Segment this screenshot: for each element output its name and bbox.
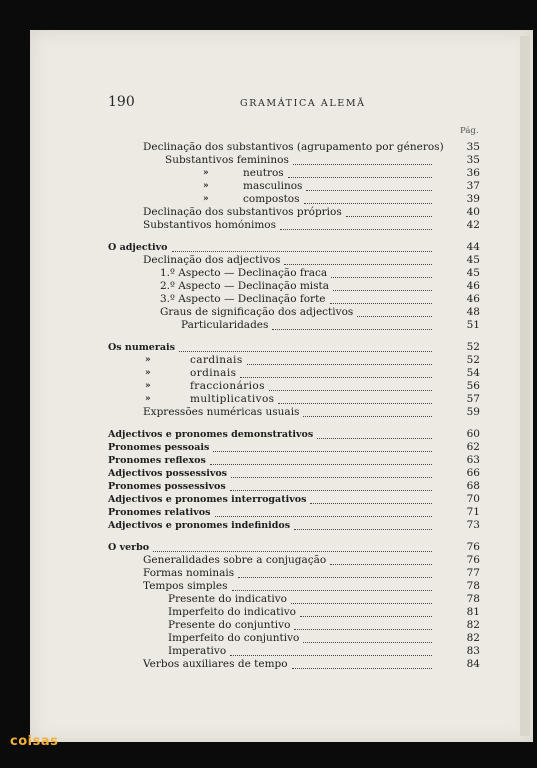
toc-entry: [143, 554, 480, 567]
dot-leader: [293, 163, 432, 165]
dot-leader: [300, 615, 432, 617]
toc-entry: [181, 319, 480, 332]
ditto-mark: »: [145, 381, 151, 391]
toc-entry-label: Adjectivos e pronomes indefinidos: [108, 520, 291, 531]
toc-entry-label: cardinais: [190, 354, 243, 366]
running-title: GRAMÁTICA ALEMÃ: [240, 98, 366, 109]
ditto-mark: »: [145, 355, 151, 365]
ditto-mark: »: [145, 394, 151, 404]
dot-leader: [294, 628, 432, 630]
toc-entry: [143, 406, 480, 419]
dot-leader: [333, 289, 432, 291]
dot-leader: [330, 563, 432, 565]
watermark-logo: coisas: [10, 734, 59, 749]
toc-entry-page: 68: [466, 480, 480, 492]
toc-entry: [145, 354, 480, 367]
toc-entry-page: 66: [466, 467, 480, 479]
toc-entry-page: 52: [466, 341, 480, 353]
toc-entry-page: 62: [466, 441, 480, 453]
dot-leader: [172, 250, 432, 252]
toc-entry-page: 84: [466, 658, 480, 670]
toc-entry-page: 78: [466, 580, 480, 592]
toc-entry-label: Pronomes relativos: [108, 507, 211, 518]
toc-section: [108, 454, 480, 467]
toc-entry-page: 37: [466, 180, 480, 192]
dot-leader: [291, 602, 432, 604]
toc-entry-page: 81: [466, 606, 480, 618]
dot-leader: [292, 667, 432, 669]
toc-entry-page: 36: [466, 167, 480, 179]
toc-entry-label: Imperativo: [168, 645, 227, 657]
page-column-label: Pág.: [460, 126, 479, 136]
toc-entry-page: 42: [466, 219, 480, 231]
toc-entry-label: Substantivos femininos: [165, 154, 289, 166]
dot-leader: [272, 328, 432, 330]
toc-section: [108, 493, 480, 506]
dot-leader: [269, 389, 432, 391]
toc-entry-label: Formas nominais: [143, 567, 235, 579]
toc-entry-page: 56: [466, 380, 480, 392]
dot-leader: [317, 437, 432, 439]
toc-entry-page: 54: [466, 367, 480, 379]
page-edge: [520, 36, 530, 736]
toc-section: [108, 519, 480, 532]
toc-entry-page: 82: [466, 619, 480, 631]
toc-entry: [145, 393, 480, 406]
toc-entry-label: Presente do conjuntivo: [168, 619, 291, 631]
toc-entry-page: 40: [466, 206, 480, 218]
toc-entry: [203, 193, 480, 206]
ditto-mark: »: [203, 168, 209, 178]
dot-leader: [331, 276, 432, 278]
toc-entry-page: 45: [466, 254, 480, 266]
toc-entry-page: 71: [466, 506, 480, 518]
toc-entry: [203, 180, 480, 193]
toc-entry-page: 39: [466, 193, 480, 205]
toc-entry-label: Generalidades sobre a conjugação: [143, 554, 327, 566]
toc-section: [108, 241, 480, 254]
toc-entry-label: multiplicativos: [190, 393, 275, 405]
dot-leader: [303, 415, 432, 417]
toc-entry-label: Declinação dos substantivos (agrupamento por géneros): [143, 141, 444, 153]
toc-entry-page: 83: [466, 645, 480, 657]
toc-entry-page: 70: [466, 493, 480, 505]
toc-entry: [143, 580, 480, 593]
toc-section: [108, 428, 480, 441]
toc-entry-label: Pronomes pessoais: [108, 442, 210, 453]
toc-entry-label: Declinação dos adjectivos: [143, 254, 281, 266]
toc-section: [108, 441, 480, 454]
dot-leader: [303, 641, 432, 643]
toc-entry: [168, 632, 480, 645]
toc-entry-label: Adjectivos possessivos: [108, 468, 228, 479]
toc-entry: [160, 280, 480, 293]
dot-leader: [179, 350, 432, 352]
toc-entry-page: 77: [466, 567, 480, 579]
toc-entry: [143, 219, 480, 232]
dot-leader: [304, 202, 432, 204]
toc-entry-page: 44: [466, 241, 480, 253]
toc-entry-page: 45: [466, 267, 480, 279]
toc-entry-label: ordinais: [190, 367, 237, 379]
dot-leader: [310, 502, 432, 504]
toc-entry: [165, 154, 480, 167]
toc-entry-label: neutros: [243, 167, 284, 179]
dot-leader: [215, 515, 433, 517]
toc-entry-label: Pronomes possessivos: [108, 481, 226, 492]
toc-entry: [145, 380, 480, 393]
toc-entry-label: fraccionários: [190, 380, 265, 392]
dot-leader: [284, 263, 432, 265]
toc-entry: [168, 593, 480, 606]
toc-entry: [143, 141, 480, 154]
dot-leader: [230, 489, 432, 491]
dot-leader: [278, 402, 432, 404]
toc-entry-page: 35: [466, 154, 480, 166]
dot-leader: [288, 176, 432, 178]
toc-entry-label: Imperfeito do conjuntivo: [168, 632, 300, 644]
toc-entry: [203, 167, 480, 180]
toc-section: [108, 467, 480, 480]
toc-entry-page: 60: [466, 428, 480, 440]
toc-entry-label: 2.º Aspecto — Declinação mista: [160, 280, 330, 292]
toc-entry-label: Tempos simples: [143, 580, 228, 592]
toc-entry-page: 63: [466, 454, 480, 466]
toc-entry-label: Imperfeito do indicativo: [168, 606, 296, 618]
toc-entry-page: 76: [466, 554, 480, 566]
toc-entry-label: O adjectivo: [108, 242, 168, 253]
toc-entry-page: 73: [466, 519, 480, 531]
dot-leader: [306, 189, 432, 191]
toc-entry-label: Declinação dos substantivos próprios: [143, 206, 342, 218]
dot-leader: [330, 302, 432, 304]
toc-entry-label: compostos: [243, 193, 300, 205]
toc-entry-page: 76: [466, 541, 480, 553]
toc-entry-label: Adjectivos e pronomes interrogativos: [108, 494, 307, 505]
ditto-mark: »: [145, 368, 151, 378]
dot-leader: [280, 228, 432, 230]
toc-entry: [160, 267, 480, 280]
page-number: 190: [108, 94, 135, 110]
toc-entry-page: 48: [466, 306, 480, 318]
toc-entry-page: 52: [466, 354, 480, 366]
toc-entry: [143, 254, 480, 267]
toc-entry-page: 35: [466, 141, 480, 153]
toc-entry-label: Pronomes reflexos: [108, 455, 206, 466]
toc-entry-page: 57: [466, 393, 480, 405]
toc-entry-label: Expressões numéricas usuais: [143, 406, 300, 418]
dot-leader: [213, 450, 432, 452]
toc-entry-label: Presente do indicativo: [168, 593, 287, 605]
toc-entry-label: masculinos: [243, 180, 303, 192]
toc-entry-label: 3.º Aspecto — Declinação forte: [160, 293, 326, 305]
ditto-mark: »: [203, 194, 209, 204]
toc-entry-page: 51: [466, 319, 480, 331]
toc-entry: [168, 619, 480, 632]
dot-leader: [238, 576, 432, 578]
dot-leader: [247, 363, 432, 365]
dot-leader: [240, 376, 432, 378]
toc-entry: [143, 567, 480, 580]
toc-entry: [145, 367, 480, 380]
toc-entry: [143, 658, 480, 671]
toc-entry-label: 1.º Aspecto — Declinação fraca: [160, 267, 328, 279]
dot-leader: [357, 315, 432, 317]
toc-entry-page: 78: [466, 593, 480, 605]
toc-entry-label: Os numerais: [108, 342, 175, 353]
dot-leader: [232, 589, 432, 591]
dot-leader: [294, 528, 432, 530]
dot-leader: [210, 463, 432, 465]
toc-entry-page: 59: [466, 406, 480, 418]
toc-section: [108, 506, 480, 519]
toc-section: [108, 341, 480, 354]
toc-entry: [168, 606, 480, 619]
toc-entry-label: Particularidades: [181, 319, 269, 331]
dot-leader: [346, 215, 432, 217]
dot-leader: [153, 550, 432, 552]
toc-entry-label: Verbos auxiliares de tempo: [143, 658, 288, 670]
ditto-mark: »: [203, 181, 209, 191]
toc-entry-label: Graus de significação dos adjectivos: [160, 306, 354, 318]
dot-leader: [231, 476, 432, 478]
toc-entry: [160, 306, 480, 319]
dot-leader: [230, 654, 432, 656]
toc-entry: [143, 206, 480, 219]
toc-entry-label: Adjectivos e pronomes demonstrativos: [108, 429, 314, 440]
toc-entry-label: Substantivos homónimos: [143, 219, 277, 231]
toc-section: [108, 541, 480, 554]
toc-entry: [168, 645, 480, 658]
toc-entry-label: O verbo: [108, 542, 150, 553]
toc-entry-page: 46: [466, 280, 480, 292]
toc-section: [108, 480, 480, 493]
toc-entry-page: 46: [466, 293, 480, 305]
toc-entry-page: 82: [466, 632, 480, 644]
toc-entry: [160, 293, 480, 306]
